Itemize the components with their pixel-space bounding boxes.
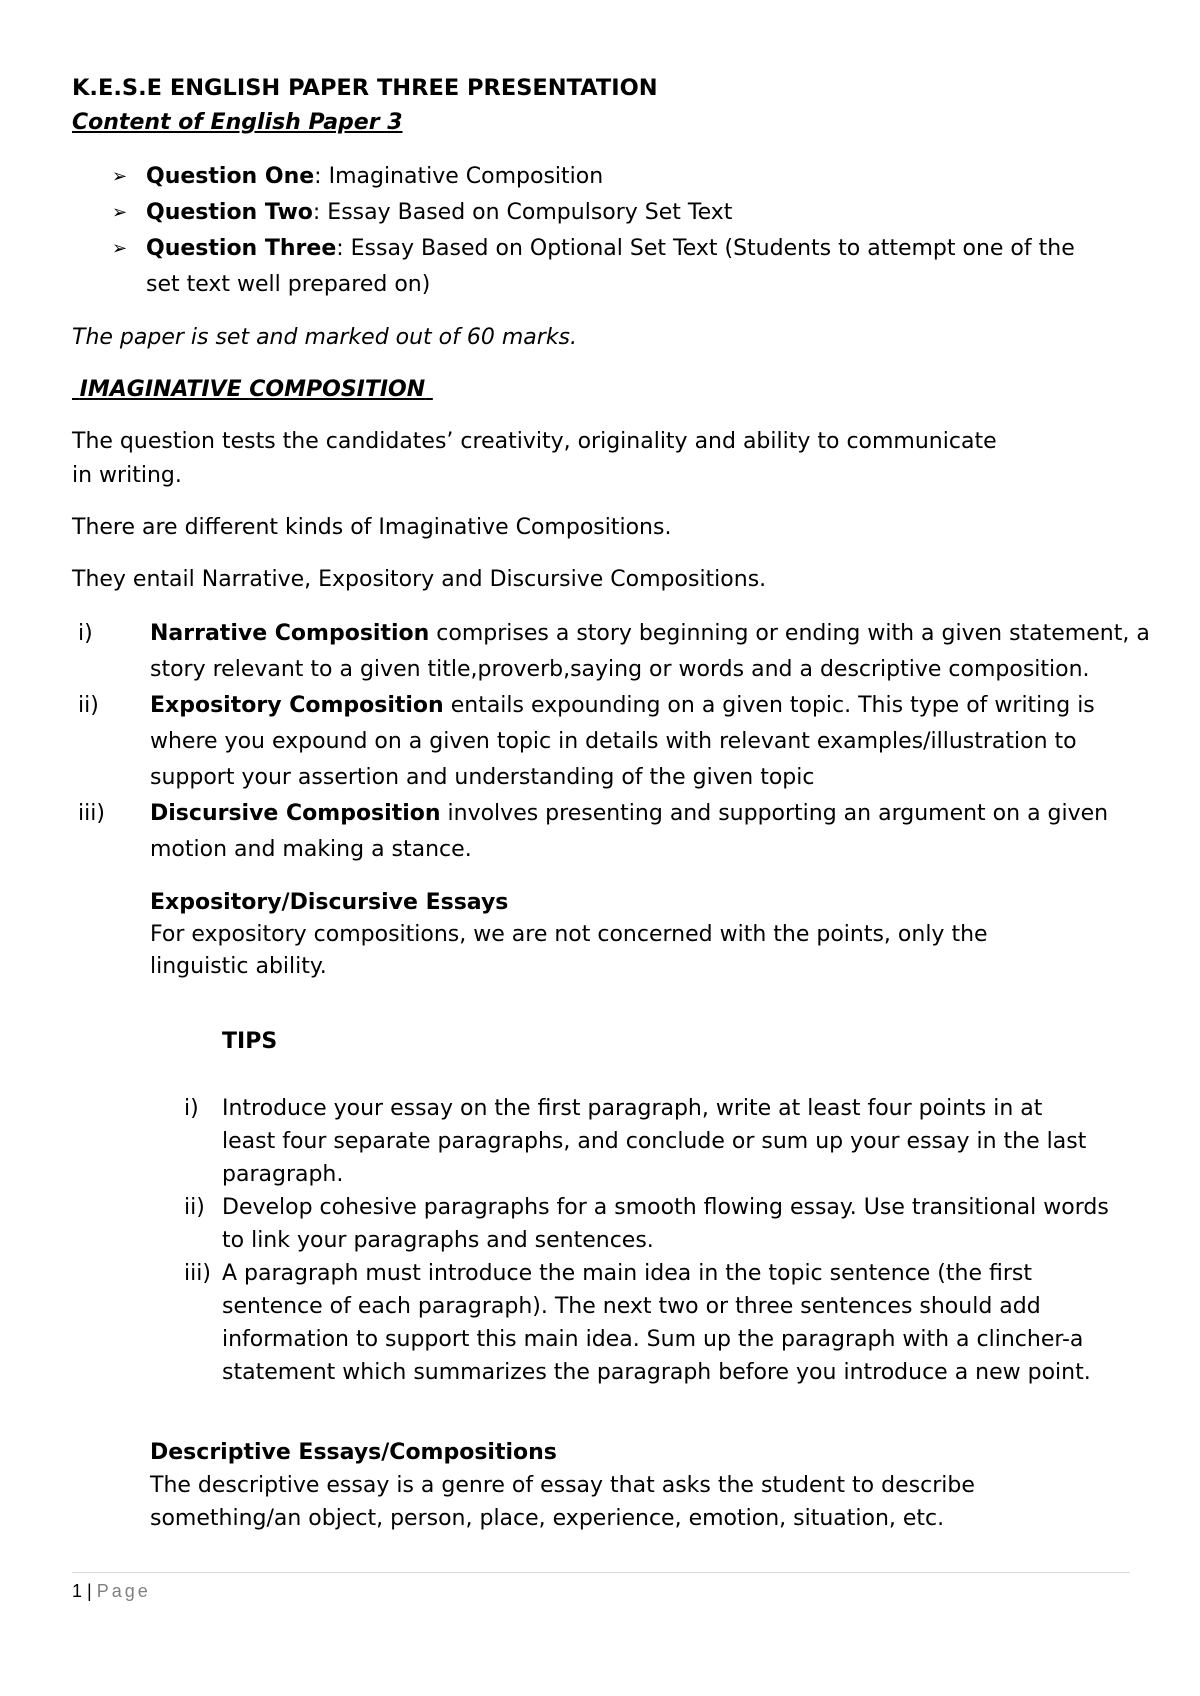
marks-note: The paper is set and marked out of 60 marks. — [72, 325, 578, 350]
list-item-discursive — [150, 797, 1108, 830]
intro-paragraph-2: There are different kinds of Imaginative Compositions. — [72, 515, 672, 540]
definition: comprises a story beginning or ending with a given statement, a — [429, 621, 1150, 646]
footer-separator: | — [87, 1581, 92, 1601]
tip-line: Develop cohesive paragraphs for a smooth flowing essay. Use transitional words — [222, 1195, 1109, 1220]
expository-line-2: linguistic ability. — [150, 954, 327, 979]
list-number: ii) — [78, 693, 99, 718]
section-heading-text: IMAGINATIVE COMPOSITION — [79, 377, 426, 402]
tip-number: ii) — [184, 1195, 205, 1220]
descriptive-heading: Descriptive Essays/Compositions — [150, 1440, 557, 1465]
question-text: : Imaginative Composition — [314, 164, 604, 189]
tip-line: paragraph. — [222, 1162, 344, 1187]
arrow-bullet-icon: ➢ — [112, 166, 128, 187]
expository-line-1: For expository compositions, we are not concerned with the points, only the — [150, 922, 988, 947]
expository-heading: Expository/Discursive Essays — [150, 890, 509, 915]
term: Discursive Composition — [150, 801, 441, 826]
tip-line: information to support this main idea. Sum up the paragraph with a clincher-a — [222, 1327, 1084, 1352]
tip-line: to link your paragraphs and sentences. — [222, 1228, 654, 1253]
term: Narrative Composition — [150, 621, 430, 646]
page-footer — [72, 1578, 151, 1604]
definition: involves presenting and supporting an argument on a given — [440, 801, 1109, 826]
question-item — [146, 232, 1075, 265]
tip-line: sentence of each paragraph). The next two or three sentences should add — [222, 1294, 1041, 1319]
document-title: K.E.S.E ENGLISH PAPER THREE PRESENTATION — [72, 75, 658, 101]
section-heading — [72, 373, 433, 406]
intro-line-2: in writing. — [72, 463, 182, 488]
descriptive-line-2: something/an object, person, place, experience, emotion, situation, etc. — [150, 1506, 945, 1531]
question-text-continued: set text well prepared on) — [146, 272, 431, 297]
term: Expository Composition — [150, 693, 444, 718]
tip-number: iii) — [184, 1261, 211, 1286]
page-number: 1 — [72, 1581, 83, 1601]
list-item-narrative — [150, 617, 1150, 650]
tips-heading: TIPS — [222, 1029, 278, 1054]
definition: entails expounding on a given topic. This type of writing is — [443, 693, 1095, 718]
descriptive-line-1: The descriptive essay is a genre of essay that asks the student to describe — [150, 1473, 975, 1498]
arrow-bullet-icon: ➢ — [112, 202, 128, 223]
question-label: Question Two — [146, 200, 313, 225]
footer-divider — [72, 1572, 1130, 1573]
document-subtitle: Content of English Paper 3 — [72, 110, 403, 135]
list-item-expository — [150, 689, 1095, 722]
page-word: Page — [96, 1581, 151, 1601]
question-text: : Essay Based on Compulsory Set Text — [312, 200, 733, 225]
tip-line: Introduce your essay on the first paragraph, write at least four points in at — [222, 1096, 1043, 1121]
question-text: : Essay Based on Optional Set Text (Students to attempt one of the — [336, 236, 1075, 261]
arrow-bullet-icon: ➢ — [112, 238, 128, 259]
definition-continued: motion and making a stance. — [150, 837, 472, 862]
question-label: Question Three — [146, 236, 337, 261]
tip-line: least four separate paragraphs, and conclude or sum up your essay in the last — [222, 1129, 1087, 1154]
question-item — [146, 160, 603, 193]
intro-paragraph-3: They entail Narrative, Expository and Discursive Compositions. — [72, 567, 767, 592]
list-number: i) — [78, 621, 93, 646]
tip-line: statement which summarizes the paragraph before you introduce a new point. — [222, 1360, 1091, 1385]
intro-line-1: The question tests the candidates’ creativity, originality and ability to communicate — [72, 429, 997, 454]
question-label: Question One — [146, 164, 315, 189]
definition-continued: story relevant to a given title,proverb,saying or words and a descriptive composition. — [150, 657, 1090, 682]
definition-continued: where you expound on a given topic in details with relevant examples/illustration to — [150, 729, 1077, 754]
list-number: iii) — [78, 801, 105, 826]
tip-line: A paragraph must introduce the main idea in the topic sentence (the first — [222, 1261, 1032, 1286]
definition-continued: support your assertion and understanding of the given topic — [150, 765, 815, 790]
tip-number: i) — [184, 1096, 199, 1121]
question-item — [146, 196, 732, 229]
